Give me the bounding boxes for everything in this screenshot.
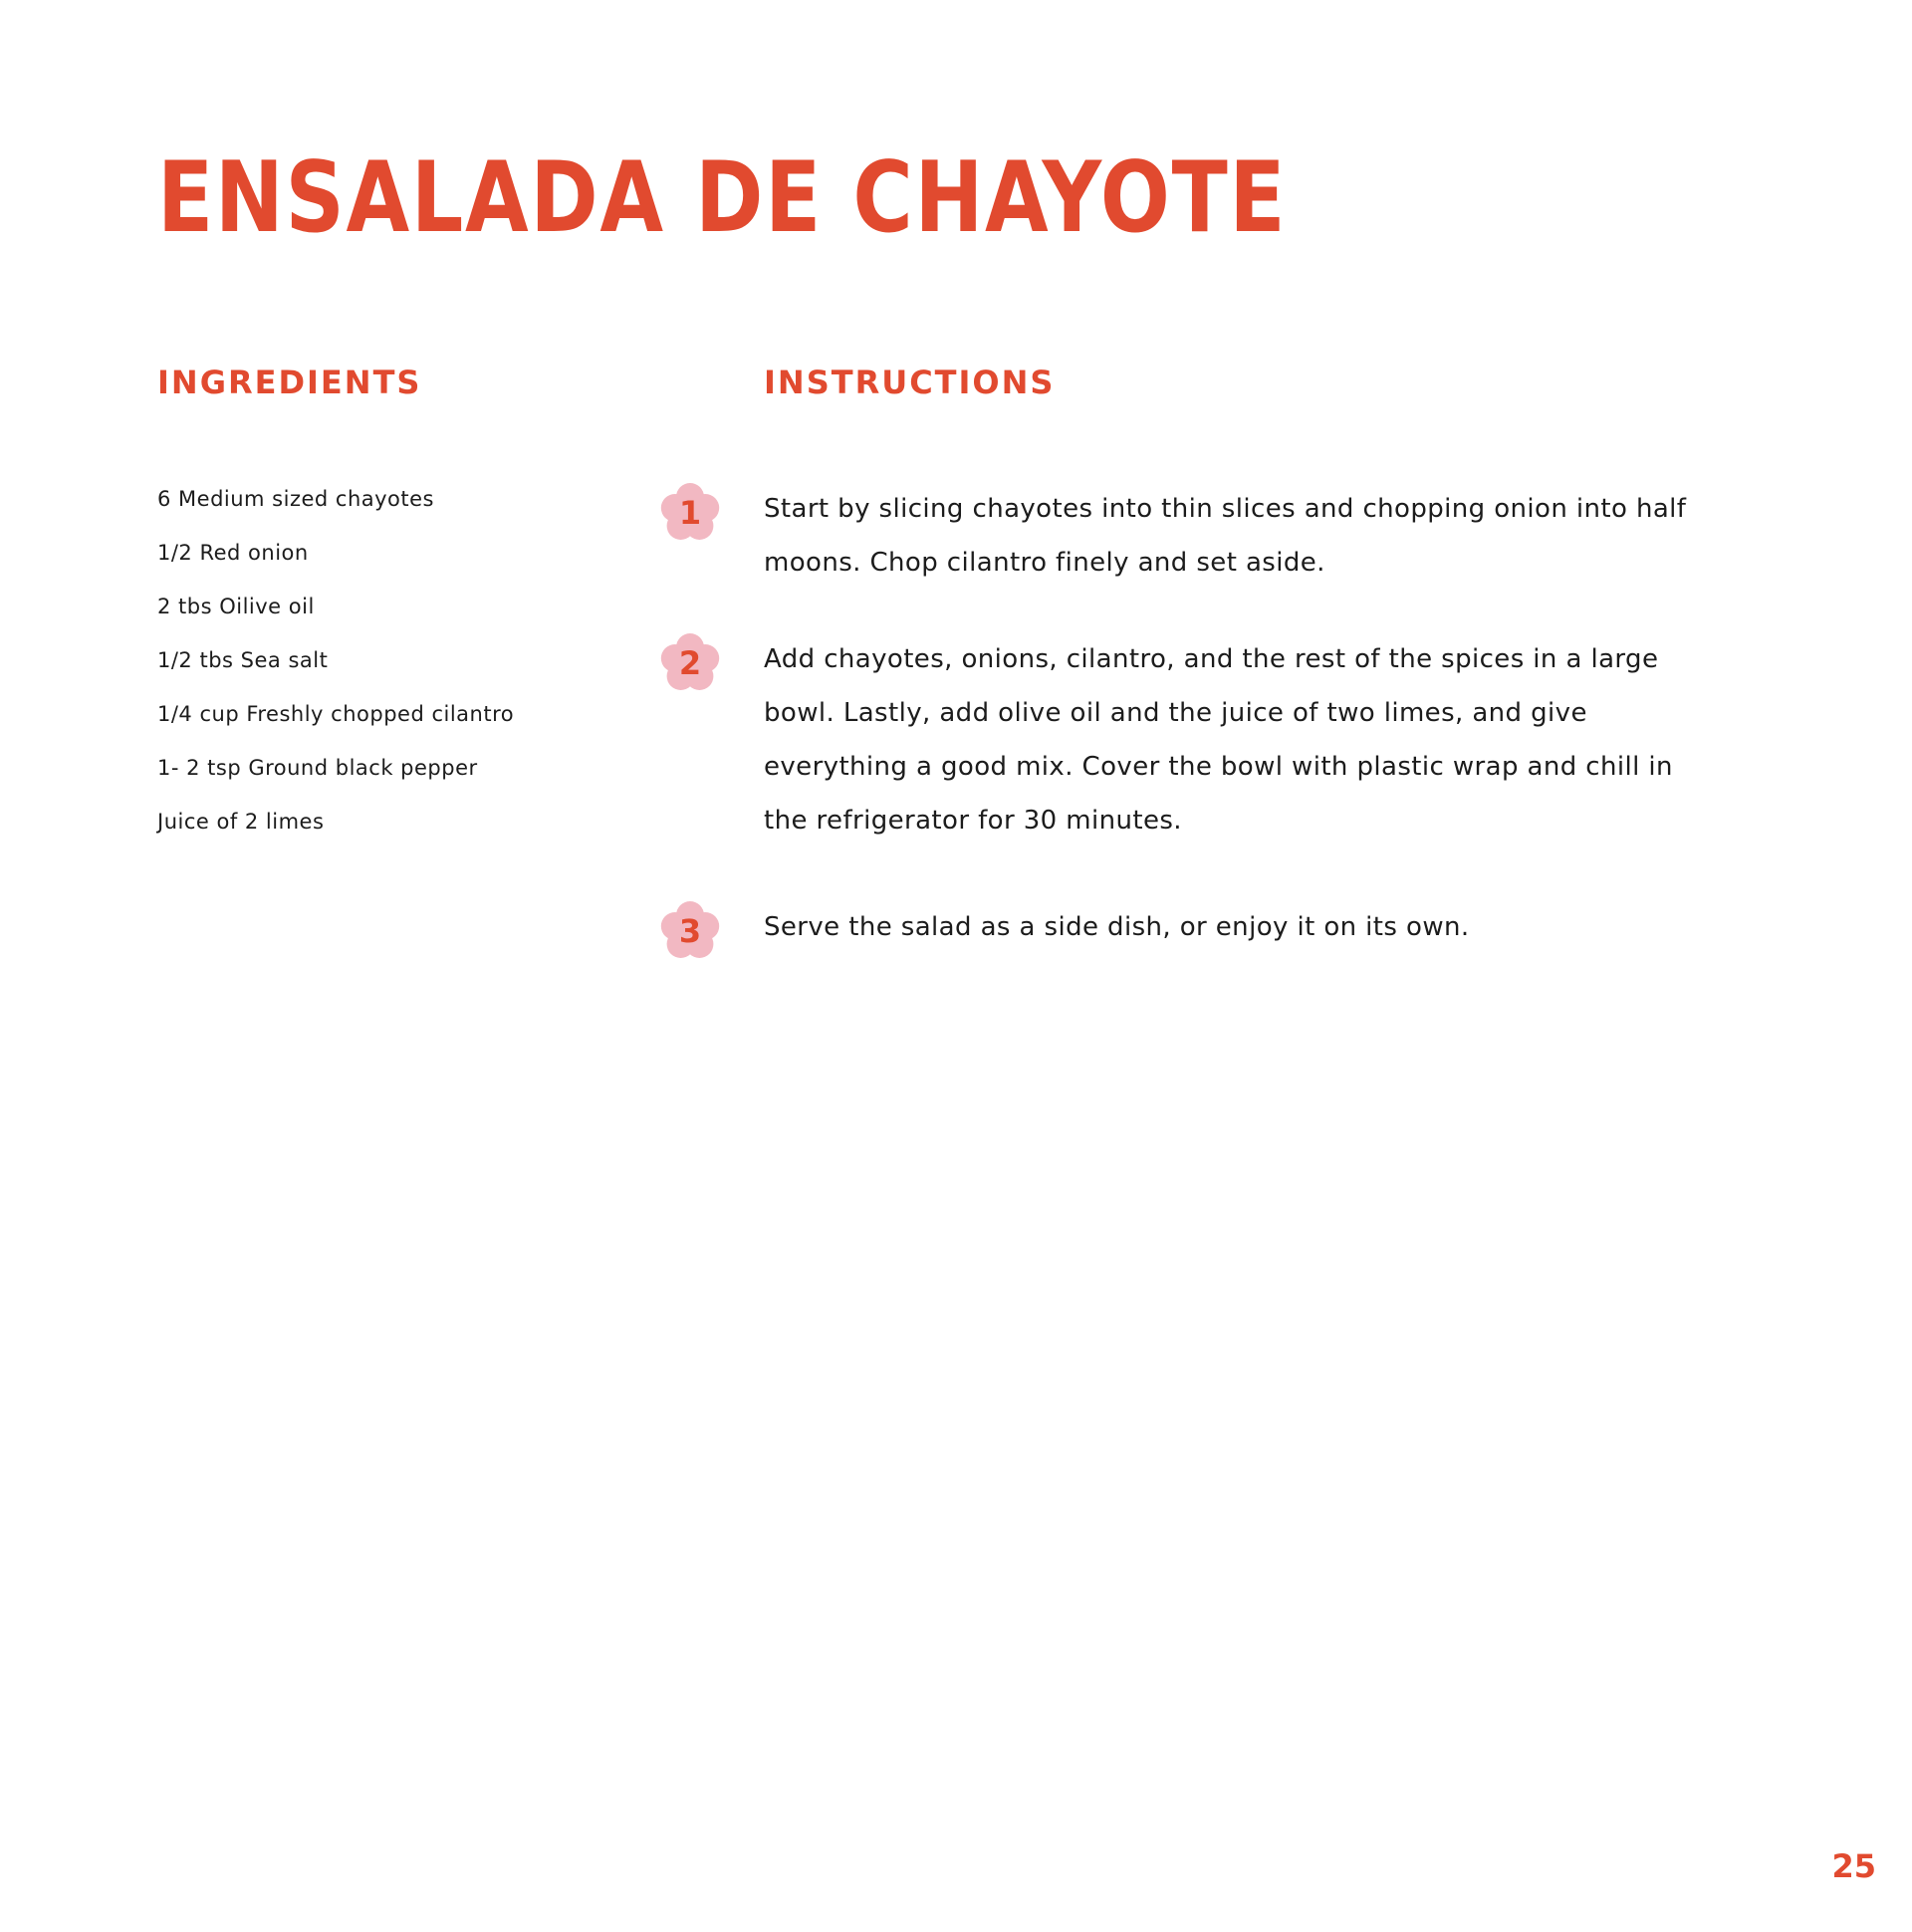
recipe-title: ENSALADA DE CHAYOTE [157, 141, 1288, 255]
flower-badge-icon [657, 630, 723, 696]
instructions-heading: INSTRUCTIONS [764, 363, 1056, 401]
ingredient-item: 1/4 cup Freshly chopped cilantro [157, 702, 515, 726]
flower-badge-icon [657, 480, 723, 546]
step-text: Serve the salad as a side dish, or enjoy it on its own. [764, 912, 1470, 942]
step-text: Add chayotes, onions, cilantro, and the rest of the spices in a large bowl. Lastly, add olive oil and the juice of two limes, and give everything a good mix. Cover the bowl with plastic wrap and chill in the refrigerator for 30 minutes. [764, 644, 1673, 836]
ingredient-item: 6 Medium sized chayotes [157, 487, 434, 511]
ingredient-item: Juice of 2 limes [157, 810, 325, 834]
step-number: 3 [678, 912, 702, 950]
flower-badge-icon [657, 898, 723, 964]
ingredient-item: 1- 2 tsp Ground black pepper [157, 756, 478, 780]
ingredient-item: 1/2 tbs Sea salt [157, 648, 329, 672]
step-number: 2 [678, 644, 702, 682]
ingredients-heading: INGREDIENTS [157, 363, 422, 401]
page-number: 25 [1831, 1847, 1876, 1885]
ingredient-item: 1/2 Red onion [157, 541, 309, 565]
ingredients-list [157, 482, 514, 858]
step-text: Start by slicing chayotes into thin slices and chopping onion into half moons. Chop cilantro finely and set aside. [764, 494, 1687, 578]
ingredient-item: 2 tbs Oilive oil [157, 595, 315, 618]
step-number: 1 [678, 494, 702, 532]
